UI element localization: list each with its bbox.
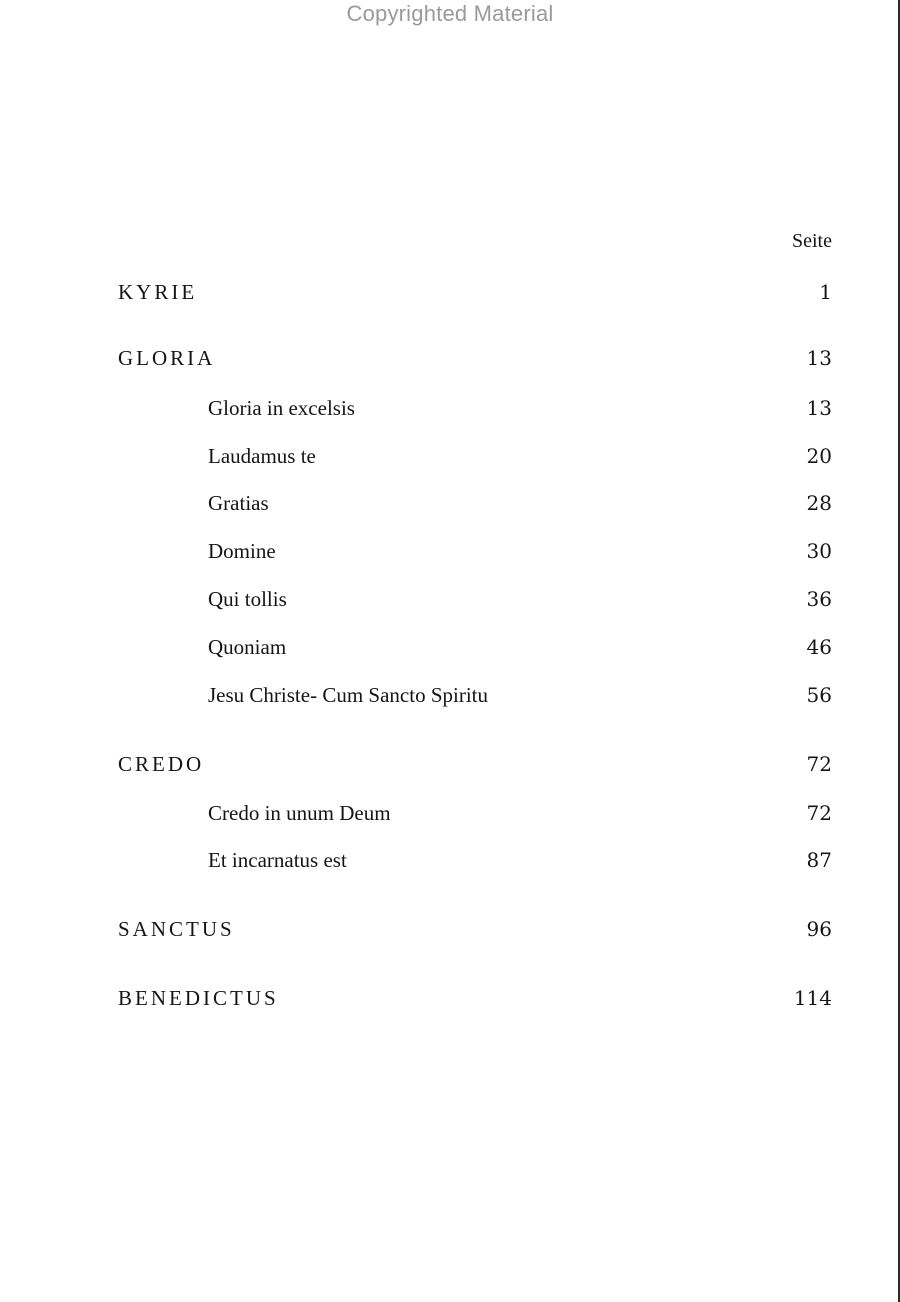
toc-entry-kyrie (0, 280, 900, 314)
toc-subentry-et-incarnatus-est (0, 848, 900, 882)
toc-entry-title: Quoniam (208, 635, 287, 659)
toc-entry-page: 72 (806, 752, 832, 776)
toc-entry-page: 13 (806, 346, 832, 370)
toc-subentry-gloria-in-excelsis (0, 396, 900, 430)
toc-entry-title: BENEDICTUS (118, 986, 279, 1010)
toc-entry-title: KYRIE (118, 280, 198, 304)
toc-subentry-credo-in-unum-deum (0, 801, 900, 835)
copyright-watermark: Copyrighted Material (346, 1, 554, 26)
toc-subentry-laudamus-te (0, 444, 900, 478)
toc-entry-title: Laudamus te (208, 444, 316, 468)
toc-subentry-jesu-christe (0, 683, 900, 717)
toc-entry-title: SANCTUS (118, 917, 235, 941)
toc-entry-title: Domine (208, 539, 276, 563)
toc-entry-sanctus (0, 917, 900, 951)
toc-entry-title: Et incarnatus est (208, 848, 347, 872)
toc-entry-title: CREDO (118, 752, 205, 776)
toc-column-header-row (0, 230, 900, 264)
toc-entry-page: 1 (819, 280, 832, 304)
toc-entry-title: GLORIA (118, 346, 216, 370)
toc-entry-page: 72 (806, 801, 832, 825)
toc-entry-page: 28 (806, 491, 832, 515)
toc-entry-gloria (0, 346, 900, 380)
toc-entry-credo (0, 752, 900, 786)
toc-entry-title: Qui tollis (208, 587, 287, 611)
seite-column-header: Seite (792, 230, 832, 252)
toc-subentry-domine (0, 539, 900, 573)
toc-entry-page: 114 (793, 986, 832, 1010)
toc-entry-page: 13 (806, 396, 832, 420)
toc-entry-benedictus (0, 986, 900, 1020)
toc-entry-page: 87 (806, 848, 832, 872)
toc-entry-page: 46 (806, 635, 832, 659)
toc-entry-page: 36 (806, 587, 832, 611)
toc-entry-page: 30 (806, 539, 832, 563)
toc-subentry-qui-tollis (0, 587, 900, 621)
toc-entry-title: Gratias (208, 491, 269, 515)
toc-subentry-quoniam (0, 635, 900, 669)
toc-entry-page: 20 (806, 444, 832, 468)
toc-entry-title: Jesu Christe- Cum Sancto Spiritu (208, 683, 488, 707)
toc-entry-page: 56 (806, 683, 832, 707)
toc-entry-title: Gloria in excelsis (208, 396, 355, 420)
toc-entry-page: 96 (806, 917, 832, 941)
toc-entry-title: Credo in unum Deum (208, 801, 391, 825)
toc-subentry-gratias (0, 491, 900, 525)
